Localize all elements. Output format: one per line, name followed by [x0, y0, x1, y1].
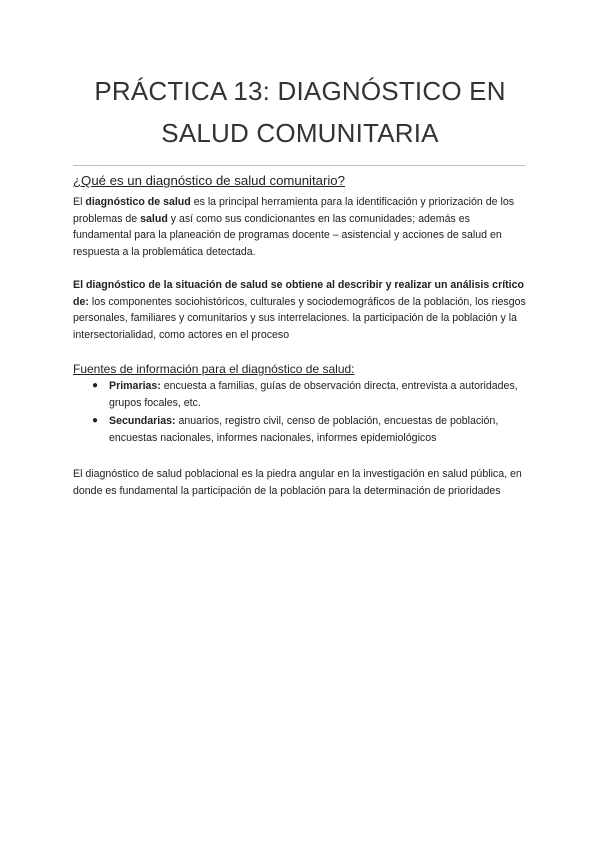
bold-term-salud: salud — [140, 212, 168, 225]
list-item-text: encuesta a familias, guías de observación directa, entrevista a autoridades, grupos focales, etc. — [109, 380, 518, 409]
title-line-1: PRÁCTICA 13: DIAGNÓSTICO EN — [94, 76, 506, 106]
text-run: El — [73, 196, 86, 208]
list-item-label: Secundarias: — [109, 415, 176, 427]
document-body — [73, 172, 528, 499]
text-run: y así como sus condicionantes en las comunidades; además es fundamental para la planeación de programas docente – asistencial y acciones de salud en respuesta a la problemática detectada. — [73, 212, 502, 258]
text-run: es la principal herramienta para la identificación y priorización de los problemas de — [73, 196, 515, 225]
section-heading-definition: ¿Qué es un diagnóstico de salud comunitario? — [73, 173, 345, 188]
sources-list — [73, 378, 528, 446]
definition-paragraph — [73, 194, 528, 260]
list-item-primary — [73, 378, 528, 411]
title-line-2: SALUD COMUNITARIA — [161, 118, 439, 148]
analysis-paragraph — [73, 277, 528, 343]
list-item-secondary — [73, 413, 528, 446]
bullet-icon: ● — [92, 415, 99, 426]
list-item-text: anuarios, registro civil, censo de población, encuestas de población, encuestas nacionales, informes nacionales, informes epidemiológicos — [109, 415, 499, 444]
text-run: los componentes sociohistóricos, culturales y sociodemográficos de la población, los riesgos personales, familiares y comunitarios y sus interrelaciones. la participación de la población y la intersectorialidad, como actores en el proceso — [73, 295, 526, 341]
section-heading-sources: Fuentes de información para el diagnóstico de salud: — [73, 362, 355, 376]
list-item-label: Primarias: — [109, 380, 161, 392]
bullet-icon: ● — [92, 380, 99, 391]
closing-paragraph: El diagnóstico de salud poblacional es la piedra angular en la investigación en salud pública, en donde es fundamental la participación de la población para la determinación de prioridades — [73, 468, 522, 497]
page-title — [0, 70, 600, 154]
horizontal-divider — [73, 165, 525, 166]
bold-term-diagnostico: diagnóstico de salud — [85, 196, 191, 208]
bold-intro: El diagnóstico de la situación de salud se obtiene al describir y realizar un análisis crítico de: — [73, 279, 524, 308]
